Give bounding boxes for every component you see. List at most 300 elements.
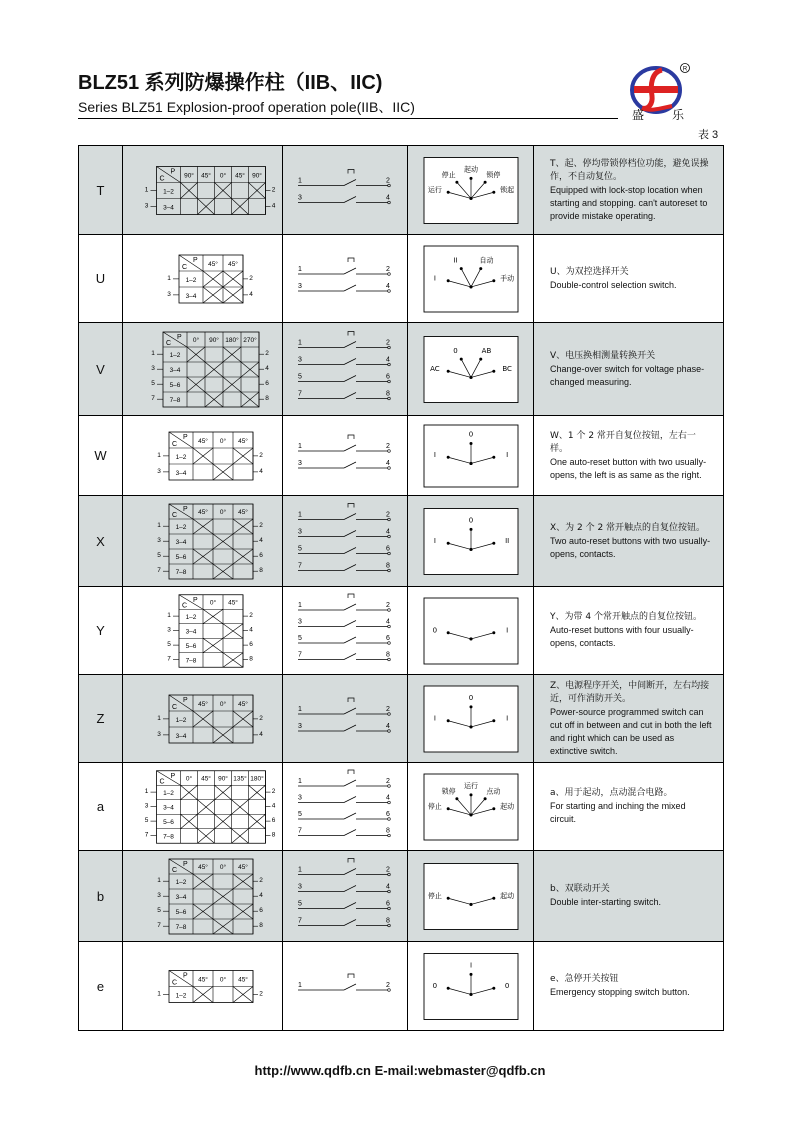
terminal-number: 4 <box>386 459 390 467</box>
handle-position-label: 点动 <box>486 787 501 796</box>
contact-row-label: 1–2 <box>185 276 197 284</box>
handle-position-dial <box>424 863 518 929</box>
position-table-svg <box>123 236 283 322</box>
terminal-number: 3 <box>298 282 302 290</box>
switch-position-table <box>157 970 263 1002</box>
handle-position-dial <box>424 774 518 840</box>
handle-svg <box>408 676 534 762</box>
p-label: P <box>177 333 182 341</box>
handle-position-label: I <box>506 626 509 635</box>
terminal-number: 5 <box>167 640 171 648</box>
handle-position-label: 起动 <box>500 891 515 900</box>
terminal-number: 3 <box>157 730 161 738</box>
terminal-number: 7 <box>157 566 161 574</box>
terminal-number: 3 <box>298 194 302 201</box>
description-en: Two auto-reset buttons with two usually-opens, contacts. <box>550 535 711 559</box>
handle-cell <box>408 235 534 323</box>
angle-header: 270° <box>243 336 257 344</box>
angle-header: 0° <box>219 863 227 871</box>
handle-svg <box>408 417 534 495</box>
handle-svg <box>408 324 534 415</box>
handle-position-label: I <box>433 450 436 459</box>
terminal-number: 1 <box>298 265 302 273</box>
contact-row-label: 1–2 <box>175 716 187 724</box>
switch-position-table <box>157 695 263 743</box>
switch-position-table <box>167 594 253 667</box>
contact-row-label: 5–6 <box>175 553 187 561</box>
p-label: P <box>183 433 188 441</box>
angle-header: 45° <box>228 599 238 607</box>
description-en: Double inter-starting switch. <box>550 897 662 907</box>
p-label: P <box>183 860 188 868</box>
contact-row-label: 1–2 <box>185 613 197 621</box>
contact-row-label: 3–4 <box>175 893 187 901</box>
c-label: C <box>182 263 188 271</box>
c-label: C <box>159 175 165 182</box>
spec-row-U <box>79 235 724 323</box>
description-cell <box>534 323 724 416</box>
terminal-number: 2 <box>265 349 269 357</box>
position-table-cell <box>123 416 283 496</box>
terminal-number: 1 <box>298 601 302 609</box>
description-en: Change-over switch for voltage phase-changed measuring. <box>550 363 705 387</box>
angle-header: 45° <box>238 700 248 708</box>
terminal-number: 1 <box>157 451 161 459</box>
description-en: Power-source programmed switch can cut off in between and cut in both the left and right which can be used as extinctive switch. <box>550 706 712 756</box>
handle-cell <box>408 416 534 496</box>
angle-header: 45° <box>198 863 208 871</box>
contact-row-label: 5–6 <box>185 642 197 650</box>
angle-header: 45° <box>235 171 245 179</box>
terminal-number: 4 <box>259 536 263 544</box>
terminal-number: 8 <box>386 651 390 658</box>
spec-row-a <box>79 763 724 851</box>
terminal-number: 4 <box>259 467 263 475</box>
terminal-number: 3 <box>298 459 302 467</box>
terminal-number: 8 <box>271 831 276 839</box>
terminal-number: 3 <box>298 528 302 535</box>
page-title: BLZ51 系列防爆操作柱（IIB、IIC) <box>78 72 383 94</box>
angle-header: 45° <box>201 171 211 179</box>
footer-contact: http://www.qdfb.cn E-mail:webmaster@qdfb.cn <box>254 1063 546 1078</box>
contact-wiring-diagram <box>298 698 390 732</box>
terminal-number: 2 <box>259 876 263 884</box>
contact-row-label: 3–4 <box>175 538 187 546</box>
spec-row-Y <box>79 587 724 675</box>
description-cell <box>534 851 724 942</box>
terminal-number: 2 <box>386 601 390 609</box>
contact-row-label: 3–4 <box>185 292 197 300</box>
wiring-svg <box>286 324 404 415</box>
contact-wiring-diagram <box>298 503 390 571</box>
contact-row-label: 7–8 <box>185 657 197 665</box>
handle-position-label: 停止 <box>441 170 456 179</box>
handle-position-dial <box>424 508 518 574</box>
spec-row-W <box>79 416 724 496</box>
handle-position-label: 停止 <box>427 891 442 900</box>
spec-row-V <box>79 323 724 416</box>
position-table-svg <box>123 588 283 674</box>
switch-code: X <box>79 496 123 587</box>
handle-position-label: II <box>453 256 458 265</box>
handle-position-dial <box>424 686 518 752</box>
angle-header: 90° <box>218 775 228 783</box>
switch-code: U <box>79 235 123 323</box>
handle-position-label: I <box>433 536 436 545</box>
registered-mark: R <box>682 66 688 73</box>
terminal-number: 1 <box>298 981 302 989</box>
handle-position-label: BC <box>502 364 512 373</box>
terminal-number: 5 <box>298 810 302 818</box>
terminal-number: 6 <box>249 640 253 648</box>
c-label: C <box>182 601 188 609</box>
contact-wiring-diagram <box>298 770 390 837</box>
angle-header: 0° <box>219 437 227 445</box>
wiring-svg <box>286 852 404 941</box>
terminal-number: 4 <box>386 194 390 201</box>
terminal-number: 4 <box>386 722 390 730</box>
angle-header: 45° <box>201 775 211 783</box>
terminal-number: 5 <box>157 906 161 914</box>
handle-position-label: 锁停 <box>441 787 456 796</box>
terminal-number: 4 <box>386 883 390 890</box>
description-zh: Y、为带 4 个常开触点的自复位按钮。 <box>550 612 702 622</box>
handle-cell <box>408 675 534 763</box>
wiring-svg <box>286 497 404 586</box>
handle-position-dial <box>424 336 518 402</box>
handle-position-label: 起动 <box>464 164 478 173</box>
switch-code: Y <box>79 587 123 675</box>
handle-position-label: 0 <box>453 346 458 355</box>
c-label: C <box>166 339 172 347</box>
switch-code: W <box>79 416 123 496</box>
terminal-number: 3 <box>298 794 302 801</box>
description-cell <box>534 496 724 587</box>
switch-position-table <box>157 432 263 480</box>
terminal-number: 3 <box>157 891 161 899</box>
terminal-number: 2 <box>259 451 263 459</box>
terminal-number: 1 <box>151 349 155 357</box>
position-table-cell <box>123 235 283 323</box>
description-zh: U、为双控选择开关 <box>550 266 629 277</box>
handle-position-dial <box>424 157 518 223</box>
position-table-cell <box>123 496 283 587</box>
p-label: P <box>183 972 188 979</box>
handle-position-dial <box>424 425 518 487</box>
description-cell <box>534 235 724 323</box>
terminal-number: 1 <box>167 611 171 619</box>
handle-svg <box>408 764 534 850</box>
terminal-number: 7 <box>298 651 302 658</box>
terminal-number: 3 <box>167 626 171 634</box>
contact-row-label: 7–8 <box>163 833 174 841</box>
p-label: P <box>170 168 176 175</box>
description-cell <box>534 942 724 1031</box>
switch-position-table <box>157 504 263 579</box>
terminal-number: 8 <box>259 566 263 574</box>
terminal-number: 7 <box>157 921 161 929</box>
angle-header: 90° <box>252 171 262 179</box>
terminal-number: 2 <box>386 265 390 273</box>
wiring-cell <box>283 496 408 587</box>
p-label: P <box>170 772 176 780</box>
angle-header: 90° <box>209 336 219 344</box>
p-label: P <box>193 596 198 604</box>
terminal-number: 7 <box>298 827 302 834</box>
terminal-number: 3 <box>157 536 161 544</box>
wiring-svg <box>286 764 404 850</box>
terminal-number: 2 <box>259 521 263 529</box>
terminal-number: 4 <box>386 528 390 535</box>
angle-header: 45° <box>208 260 218 268</box>
handle-cell <box>408 146 534 235</box>
terminal-number: 3 <box>298 356 302 363</box>
handle-cell <box>408 496 534 587</box>
handle-cell <box>408 323 534 416</box>
switch-code: V <box>79 323 123 416</box>
terminal-number: 3 <box>167 290 171 298</box>
wiring-svg <box>286 417 404 495</box>
description-cell <box>534 675 724 763</box>
wiring-cell <box>283 851 408 942</box>
description-zh: Z、电源程序开关，中间断开，左右均接近，可作消防开关。 <box>550 680 710 704</box>
terminal-number: 1 <box>298 705 302 713</box>
terminal-number: 6 <box>259 906 263 914</box>
handle-position-label: 停止 <box>427 802 442 811</box>
terminal-number: 1 <box>298 777 302 785</box>
terminal-number: 5 <box>157 551 161 559</box>
c-label: C <box>159 777 165 785</box>
handle-position-label: 自动 <box>479 256 494 265</box>
handle-svg <box>408 943 534 1030</box>
description-en: Auto-reset buttons with four usually-opens, contacts. <box>550 625 694 648</box>
position-table-svg <box>123 417 283 495</box>
contact-row-label: 1–2 <box>175 878 187 886</box>
position-table-cell <box>123 851 283 942</box>
contact-row-label: 3–4 <box>175 732 187 740</box>
handle-svg <box>408 497 534 586</box>
angle-header: 45° <box>198 437 208 445</box>
handle-position-label: 0 <box>468 515 474 524</box>
spec-row-e <box>79 942 724 1031</box>
handle-position-label: 锁起 <box>500 185 515 194</box>
contact-row-label: 1–2 <box>169 351 181 359</box>
wiring-cell <box>283 942 408 1031</box>
terminal-number: 7 <box>298 562 302 569</box>
position-table-cell <box>123 587 283 675</box>
switch-code: Z <box>79 675 123 763</box>
c-label: C <box>172 440 178 448</box>
position-table-cell <box>123 146 283 235</box>
wiring-cell <box>283 587 408 675</box>
contact-row-label: 1–2 <box>163 187 174 195</box>
switch-position-table <box>145 770 276 843</box>
terminal-number: 7 <box>151 394 155 402</box>
terminal-number: 6 <box>386 545 390 552</box>
terminal-number: 4 <box>265 364 269 372</box>
terminal-number: 3 <box>298 883 302 890</box>
contact-wiring-diagram <box>298 169 390 203</box>
terminal-number: 6 <box>271 816 276 824</box>
c-label: C <box>172 979 178 986</box>
contact-wiring-diagram <box>298 258 390 292</box>
contact-row-label: 1–2 <box>163 789 174 797</box>
switch-code: T <box>79 146 123 235</box>
angle-header: 0° <box>219 171 227 179</box>
terminal-number: 1 <box>157 876 161 884</box>
handle-cell <box>408 587 534 675</box>
terminal-number: 1 <box>298 866 302 873</box>
handle-position-label: 0 <box>468 693 474 702</box>
terminal-number: 5 <box>298 545 302 552</box>
header-rule <box>78 118 618 119</box>
terminal-number: 4 <box>259 730 263 738</box>
position-table-cell <box>123 942 283 1031</box>
handle-cell <box>408 942 534 1031</box>
angle-header: 0° <box>219 508 227 516</box>
terminal-number: 3 <box>144 802 149 810</box>
terminal-number: 8 <box>386 827 390 834</box>
switch-position-table <box>151 332 269 407</box>
terminal-number: 2 <box>386 177 390 184</box>
angle-header: 180° <box>250 775 264 783</box>
terminal-number: 6 <box>265 379 269 387</box>
terminal-number: 5 <box>298 634 302 642</box>
handle-svg <box>408 588 534 674</box>
contact-wiring-diagram <box>298 858 390 926</box>
position-table-svg <box>123 943 283 1030</box>
handle-position-label: I <box>433 274 436 283</box>
terminal-number: 7 <box>298 390 302 397</box>
wiring-cell <box>283 675 408 763</box>
angle-header: 45° <box>238 508 248 516</box>
terminal-number: 1 <box>298 339 302 346</box>
handle-position-label: 手动 <box>500 274 515 283</box>
terminal-number: 3 <box>151 364 155 372</box>
description-en: Double-control selection switch. <box>550 279 677 290</box>
contact-row-label: 1–2 <box>175 453 187 461</box>
description-cell <box>534 146 724 235</box>
angle-header: 0° <box>192 336 200 344</box>
contact-row-label: 1–2 <box>175 991 187 999</box>
contact-row-label: 7–8 <box>169 396 181 404</box>
handle-position-label: I <box>506 714 509 723</box>
table-number: 表 3 <box>698 129 719 141</box>
terminal-number: 7 <box>144 831 149 839</box>
terminal-number: 2 <box>271 787 276 795</box>
contact-wiring-diagram <box>298 974 390 991</box>
description-cell <box>534 763 724 851</box>
terminal-number: 4 <box>386 356 390 363</box>
terminal-number: 6 <box>259 551 263 559</box>
switch-code: b <box>79 851 123 942</box>
terminal-number: 2 <box>386 866 390 873</box>
handle-position-label: I <box>506 450 509 459</box>
angle-header: 45° <box>228 260 238 268</box>
terminal-number: 7 <box>298 917 302 924</box>
terminal-number: 2 <box>386 705 390 713</box>
description-cell <box>534 416 724 496</box>
description-en: Equipped with lock-stop location when starting and stopping. can't autoreset to provide mistake operating. <box>550 184 708 221</box>
description-zh: a、用于起动，点动混合电路。 <box>550 788 673 798</box>
description-en: For starting and inching the mixed circuit. <box>550 801 686 824</box>
angle-header: 45° <box>238 975 248 983</box>
angle-header: 45° <box>238 863 248 871</box>
contact-wiring-diagram <box>298 594 390 661</box>
terminal-number: 5 <box>144 816 149 824</box>
wiring-cell <box>283 323 408 416</box>
terminal-number: 4 <box>259 891 263 899</box>
terminal-number: 6 <box>386 634 390 642</box>
terminal-number: 1 <box>144 185 149 193</box>
handle-position-label: 0 <box>432 981 438 990</box>
handle-position-label: 0 <box>504 981 510 990</box>
logo-char-sheng: 盛 <box>632 108 645 122</box>
handle-svg <box>408 236 534 322</box>
handle-position-dial <box>424 246 518 312</box>
terminal-number: 4 <box>386 282 390 290</box>
logo-char-le: 乐 <box>672 108 685 122</box>
position-table-svg <box>123 147 283 234</box>
handle-position-label: AB <box>481 346 492 355</box>
description-en: One auto-reset button with two usually-opens, the left is as same as the right. <box>550 456 707 480</box>
description-cell <box>534 587 724 675</box>
description-en: Emergency stopping switch button. <box>550 987 690 997</box>
terminal-number: 2 <box>271 185 276 193</box>
terminal-number: 8 <box>386 562 390 569</box>
spec-table <box>78 145 724 1031</box>
c-label: C <box>172 703 178 711</box>
contact-row-label: 5–6 <box>169 381 181 389</box>
angle-header: 135° <box>233 775 247 783</box>
angle-header: 0° <box>219 975 227 983</box>
switch-position-table <box>145 166 276 214</box>
switch-position-table <box>167 255 253 303</box>
wiring-svg <box>286 943 404 1030</box>
c-label: C <box>172 511 178 519</box>
position-table-svg <box>123 852 283 941</box>
terminal-number: 4 <box>249 290 253 298</box>
spec-row-T <box>79 146 724 235</box>
terminal-number: 6 <box>386 810 390 818</box>
handle-cell <box>408 763 534 851</box>
position-table-cell <box>123 675 283 763</box>
handle-position-label: 0 <box>468 429 474 438</box>
contact-row-label: 3–4 <box>175 469 187 477</box>
handle-svg <box>408 852 534 941</box>
terminal-number: 4 <box>386 618 390 625</box>
wiring-svg <box>286 236 404 322</box>
terminal-number: 2 <box>386 339 390 346</box>
position-table-svg <box>123 324 283 415</box>
terminal-number: 4 <box>271 201 276 209</box>
contact-row-label: 7–8 <box>175 568 187 576</box>
angle-header: 90° <box>184 171 194 179</box>
contact-wiring-diagram <box>298 435 390 469</box>
contact-row-label: 3–4 <box>185 628 197 636</box>
wiring-cell <box>283 416 408 496</box>
handle-position-label: I <box>433 714 436 723</box>
terminal-number: 7 <box>167 655 171 663</box>
terminal-number: 2 <box>249 611 253 619</box>
handle-svg <box>408 147 534 234</box>
handle-position-label: AC <box>430 364 440 373</box>
handle-position-label: I <box>469 960 473 969</box>
terminal-number: 1 <box>298 177 302 184</box>
terminal-number: 8 <box>265 394 269 402</box>
position-table-cell <box>123 763 283 851</box>
wiring-svg <box>286 676 404 762</box>
